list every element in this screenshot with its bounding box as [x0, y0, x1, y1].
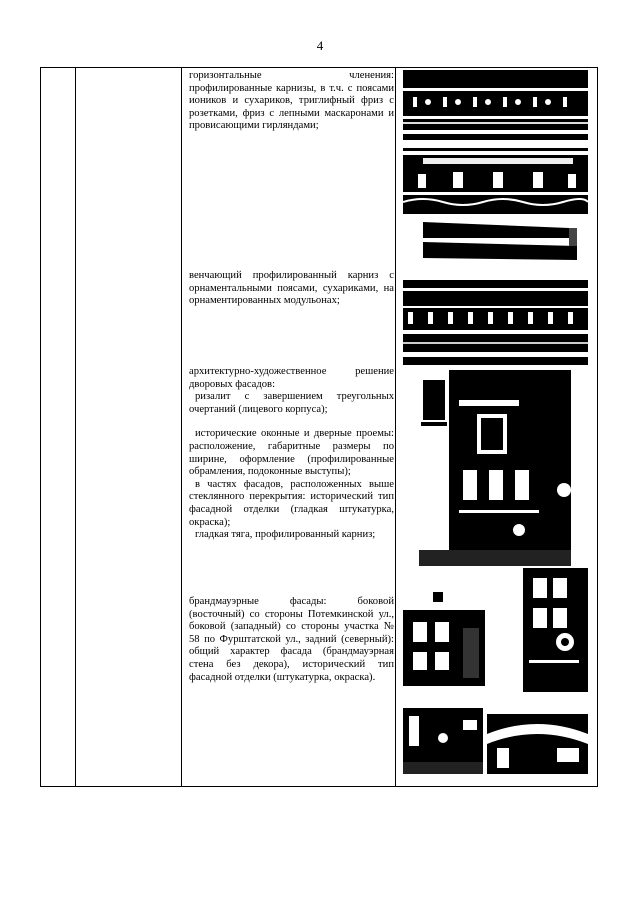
- column-divider: [395, 68, 396, 786]
- courtyard-upper-finish: в частях фасадов, расположенных выше стеклянного перекрытия: исторический тип фасадной отделки (гладкая штукатурка, окраска);: [189, 478, 394, 528]
- monuments-table: [40, 67, 598, 787]
- text-horizontal-divisions: горизонтальные членения: профилированные карнизы, в т.ч. с поясами иоников и сухариков, триглифный фриз с розетками, фриз с лепными маскаронами и провисающими гирляндами;: [189, 70, 394, 132]
- courtyard-cornice: гладкая тяга, профилированный карниз;: [195, 529, 376, 541]
- cornice-fragment-photo: [419, 220, 581, 264]
- page-number: 4: [316, 38, 324, 53]
- cornice-photo-1: [403, 70, 588, 140]
- firewall-east-photo: [403, 588, 485, 686]
- frieze-photo: [403, 148, 588, 214]
- courtyard-risalit: ризалит с завершением треугольных очертаний (лицевого корпуса);: [189, 391, 394, 415]
- rear-facade-photo-2: [487, 704, 588, 774]
- column-divider: [181, 68, 182, 786]
- rear-facade-photo-1: [403, 696, 483, 774]
- text-crowning-cornice: венчающий профилированный карниз с орнаментальными поясами, сухариками, на орнаментированных модульонах;: [189, 270, 394, 307]
- text-courtyard-facades: [189, 366, 394, 542]
- text-firewall-facades: брандмауэрные фасады: боковой (восточный) со стороны Потемкинской ул., боковой (западный) со стороны участка № 58 по Фурштатской ул., задний (северный): общий характер фасада (брандмауэрная стена без декора), исторический тип фасадной отделки (штукатурка, окраска).: [189, 596, 394, 683]
- courtyard-title: архитектурно-художественное решение дворовых фасадов:: [189, 366, 394, 390]
- column-divider: [75, 68, 76, 786]
- courtyard-facade-photo: [419, 370, 571, 566]
- firewall-west-photo: [493, 568, 588, 692]
- crowning-cornice-photo: [403, 280, 588, 365]
- courtyard-openings: исторические оконные и дверные проемы: расположение, габаритные размеры по ширине, оформление (профилированные обрамления, подоконные выступы);: [189, 428, 394, 478]
